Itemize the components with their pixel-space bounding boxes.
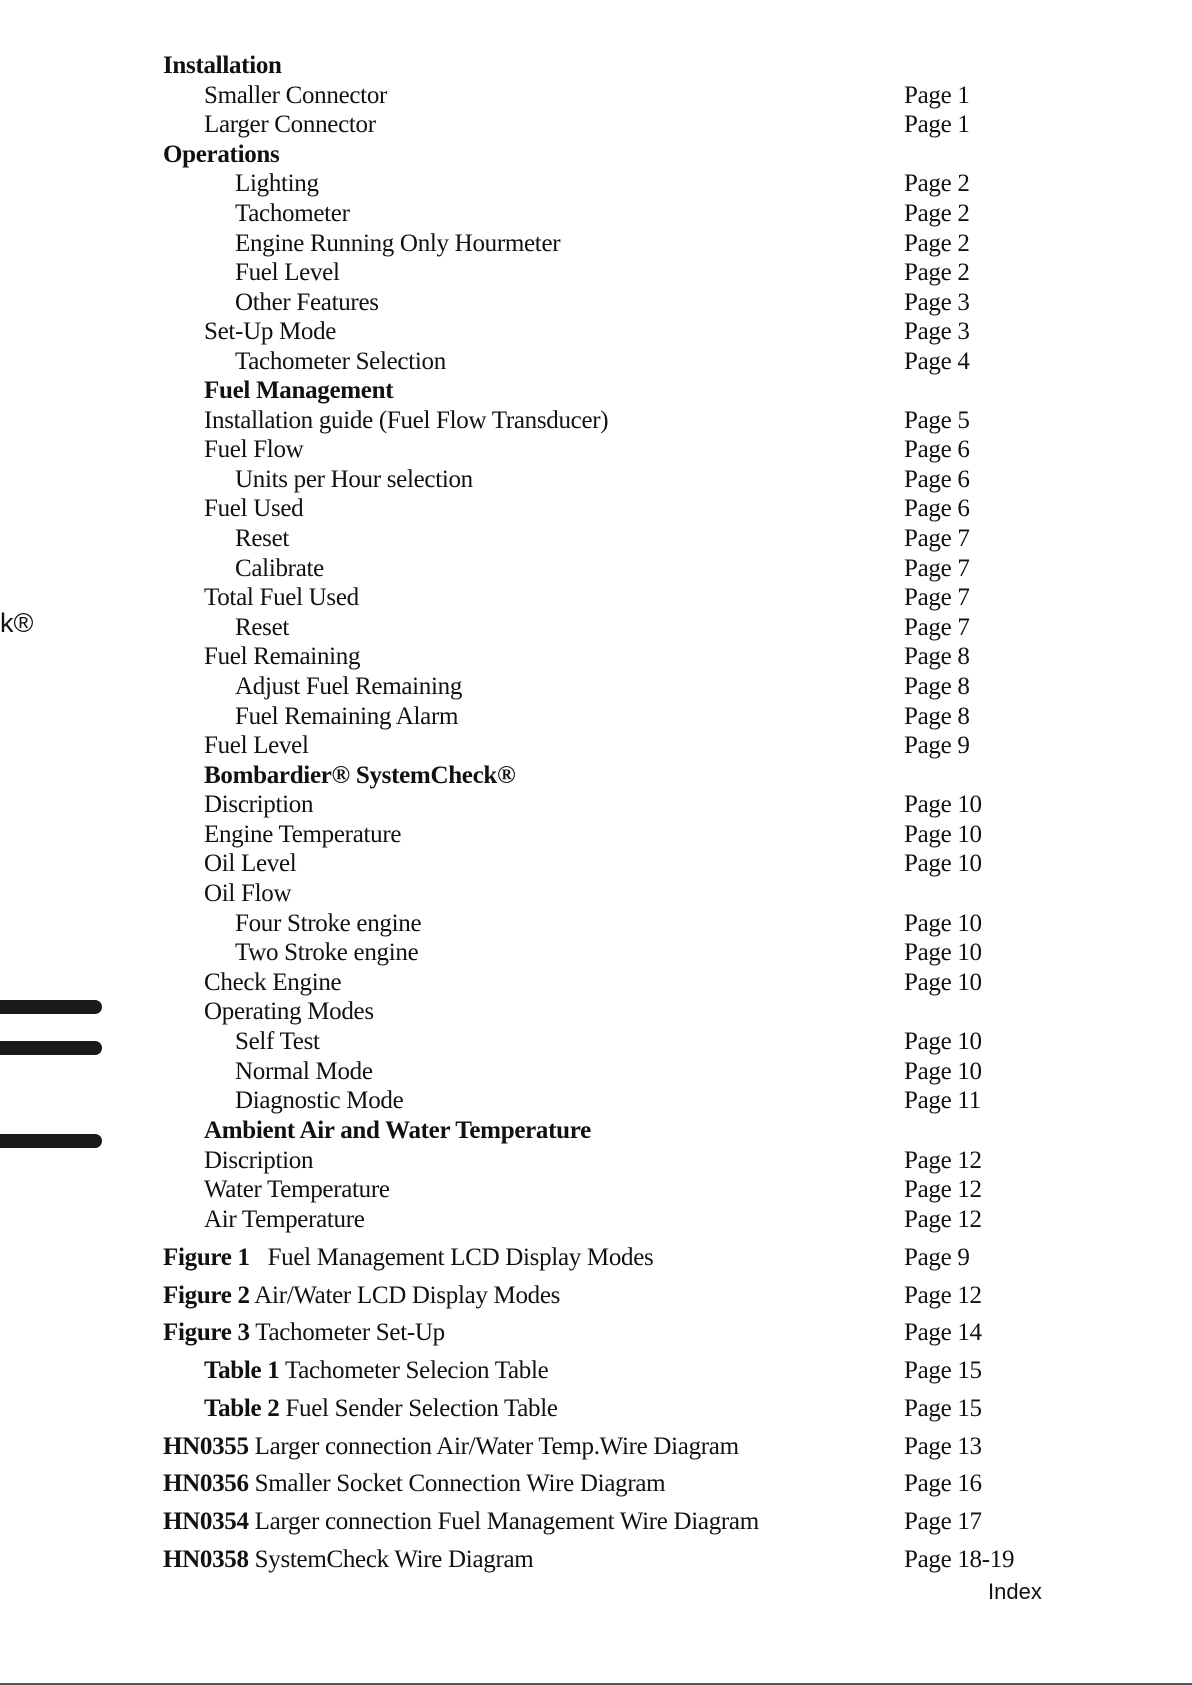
toc-page: Page 11: [904, 1087, 981, 1114]
toc-entry: [0, 287, 1192, 319]
toc-heading: Ambient Air and Water Temperature: [204, 1117, 591, 1144]
toc-entry: [0, 434, 1192, 466]
toc-page: Page 10: [904, 821, 982, 848]
toc-title: Air Temperature: [204, 1206, 365, 1233]
toc-entry: [0, 701, 1192, 733]
toc-title: Reset: [235, 614, 290, 641]
toc-entry: [0, 1174, 1192, 1206]
toc-entry: [0, 848, 1192, 880]
figure-page: Page 12: [904, 1282, 982, 1309]
diagram-page: Page 17: [904, 1508, 982, 1535]
toc-page: Page 12: [904, 1147, 982, 1174]
diagram-label: HN0354: [163, 1508, 249, 1535]
toc-page: Page 3: [904, 289, 970, 316]
table-title: Tachometer Selecion Table: [284, 1357, 549, 1384]
toc-title: Two Stroke engine: [235, 939, 419, 966]
toc-page: Page 10: [904, 791, 982, 818]
toc-entry: [0, 612, 1192, 644]
toc-page: Page 1: [904, 82, 970, 109]
toc-title: Installation guide (Fuel Flow Transducer): [204, 407, 609, 434]
toc-page: Page 6: [904, 466, 970, 493]
toc-page: Page 9: [904, 732, 970, 759]
toc-page: Page 7: [904, 614, 970, 641]
toc-entry: [0, 1204, 1192, 1236]
toc-entry: [0, 1145, 1192, 1177]
diagram-page: Page 16: [904, 1470, 982, 1497]
toc-page: Page 3: [904, 318, 970, 345]
toc-page: Page 2: [904, 259, 970, 286]
diagram-entry: [0, 1468, 1192, 1500]
table-entry: [0, 1355, 1192, 1387]
toc-page: Page 4: [904, 348, 970, 375]
toc-title: Other Features: [235, 289, 379, 316]
toc-entry: [0, 553, 1192, 585]
toc-entry: [0, 582, 1192, 614]
toc-title: Fuel Level: [235, 259, 340, 286]
toc-page: Page 10: [904, 1058, 982, 1085]
toc-entry: [0, 375, 1192, 407]
toc-title: Adjust Fuel Remaining: [235, 673, 463, 700]
figure-entry: [0, 1242, 1192, 1274]
toc-title: Larger Connector: [204, 111, 376, 138]
toc-page: Page 7: [904, 555, 970, 582]
diagram-label: HN0356: [163, 1470, 249, 1497]
figure-label: Figure 1: [163, 1244, 250, 1271]
table-entry: [0, 1393, 1192, 1425]
toc-entry: [0, 937, 1192, 969]
toc-entry: [0, 198, 1192, 230]
toc-title: Fuel Used: [204, 495, 304, 522]
toc-title: Engine Temperature: [204, 821, 402, 848]
diagram-entry: [0, 1544, 1192, 1576]
table-page: Page 15: [904, 1357, 982, 1384]
toc-title: Discription: [204, 1147, 314, 1174]
toc-entry: [0, 730, 1192, 762]
toc-title: Fuel Remaining: [204, 643, 361, 670]
toc-entry: [0, 523, 1192, 555]
diagram-title: Smaller Socket Connection Wire Diagram: [254, 1470, 666, 1497]
toc-title: Operating Modes: [204, 998, 374, 1025]
toc-title: Water Temperature: [204, 1176, 390, 1203]
figure-page: Page 14: [904, 1319, 982, 1346]
toc-entry: [0, 996, 1192, 1028]
toc-title: Reset: [235, 525, 290, 552]
toc-entry: [0, 50, 1192, 82]
figure-title: Air/Water LCD Display Modes: [254, 1282, 561, 1309]
toc-title: Fuel Remaining Alarm: [235, 703, 459, 730]
figure-label: Figure 2: [163, 1282, 250, 1309]
toc-entry: [0, 1085, 1192, 1117]
toc-page: Page 1: [904, 111, 970, 138]
toc-entry: [0, 168, 1192, 200]
toc-title: Set-Up Mode: [204, 318, 337, 345]
toc-page: Page 8: [904, 643, 970, 670]
toc-page: Page 5: [904, 407, 970, 434]
toc-page: Page 10: [904, 969, 982, 996]
toc-title: Lighting: [235, 170, 319, 197]
toc-entry: [0, 789, 1192, 821]
diagram-entry: [0, 1431, 1192, 1463]
toc-title: Diagnostic Mode: [235, 1087, 404, 1114]
toc-entry: [0, 139, 1192, 171]
toc-heading: Fuel Management: [204, 377, 394, 404]
toc-page: Page 12: [904, 1176, 982, 1203]
toc-entry: [0, 819, 1192, 851]
diagram-page: Page 13: [904, 1433, 982, 1460]
diagram-page: Page 18-19: [904, 1546, 1015, 1573]
toc-page: Page 10: [904, 910, 982, 937]
toc-title: Total Fuel Used: [204, 584, 359, 611]
table-label: Table 1: [204, 1357, 280, 1384]
toc-entry: [0, 405, 1192, 437]
toc-entry: [0, 878, 1192, 910]
toc-title: Oil Level: [204, 850, 297, 877]
diagram-label: HN0358: [163, 1546, 249, 1573]
toc-entry: [0, 671, 1192, 703]
figure-page: Page 9: [904, 1244, 970, 1271]
toc-heading: Bombardier® SystemCheck®: [204, 762, 516, 789]
toc-page: Page 10: [904, 850, 982, 877]
toc-page: Page 6: [904, 436, 970, 463]
toc-page: Page 2: [904, 170, 970, 197]
table-title: Fuel Sender Selection Table: [285, 1395, 558, 1422]
toc-title: Smaller Connector: [204, 82, 388, 109]
toc-title: Fuel Level: [204, 732, 309, 759]
toc-page: Page 10: [904, 939, 982, 966]
toc-entry: [0, 257, 1192, 289]
toc-title: Four Stroke engine: [235, 910, 422, 937]
toc-page: Page 7: [904, 584, 970, 611]
toc-title: Tachometer: [235, 200, 350, 227]
toc-entry: [0, 80, 1192, 112]
toc-entry: [0, 967, 1192, 999]
toc-page: Page 10: [904, 1028, 982, 1055]
toc-title: Engine Running Only Hourmeter: [235, 230, 561, 257]
toc-title: Discription: [204, 791, 314, 818]
toc-page: Page 8: [904, 703, 970, 730]
toc-page: Page 2: [904, 230, 970, 257]
toc-title: Oil Flow: [204, 880, 292, 907]
table-label: Table 2: [204, 1395, 280, 1422]
diagram-title: Larger connection Fuel Management Wire Diagram: [254, 1508, 759, 1535]
index-label: Index: [988, 1579, 1042, 1604]
figure-label: Figure 3: [163, 1319, 250, 1346]
toc-heading: Operations: [163, 141, 280, 168]
figure-entry: [0, 1280, 1192, 1312]
toc-entry: [0, 760, 1192, 792]
diagram-title: Larger connection Air/Water Temp.Wire Diagram: [254, 1433, 739, 1460]
figure-title: Fuel Management LCD Display Modes: [267, 1244, 654, 1271]
toc-title: Check Engine: [204, 969, 342, 996]
toc-entry: [0, 1026, 1192, 1058]
toc-title: Self Test: [235, 1028, 320, 1055]
toc-page: Page 8: [904, 673, 970, 700]
toc-title: Units per Hour selection: [235, 466, 473, 493]
toc-page: Page 6: [904, 495, 970, 522]
toc-page: Page 2: [904, 200, 970, 227]
diagram-label: HN0355: [163, 1433, 249, 1460]
toc-entry: [0, 464, 1192, 496]
toc-entry: [0, 1115, 1192, 1147]
toc-entry: [0, 641, 1192, 673]
toc-page: Page 12: [904, 1206, 982, 1233]
toc-heading: Installation: [163, 52, 282, 79]
toc-title: Normal Mode: [235, 1058, 373, 1085]
toc-entry: [0, 493, 1192, 525]
toc-entry: [0, 228, 1192, 260]
diagram-entry: [0, 1506, 1192, 1538]
figure-entry: [0, 1317, 1192, 1349]
toc-title: Tachometer Selection: [235, 348, 446, 375]
toc-title: Fuel Flow: [204, 436, 304, 463]
table-page: Page 15: [904, 1395, 982, 1422]
toc-title: Calibrate: [235, 555, 324, 582]
toc-entry: [0, 908, 1192, 940]
toc-entry: [0, 109, 1192, 141]
diagram-title: SystemCheck Wire Diagram: [254, 1546, 534, 1573]
figure-title: Tachometer Set-Up: [255, 1319, 445, 1346]
toc-entry: [0, 316, 1192, 348]
cropped-text-fragment: k®: [0, 608, 34, 638]
toc-page: Page 7: [904, 525, 970, 552]
toc-entry: [0, 346, 1192, 378]
toc-entry: [0, 1056, 1192, 1088]
